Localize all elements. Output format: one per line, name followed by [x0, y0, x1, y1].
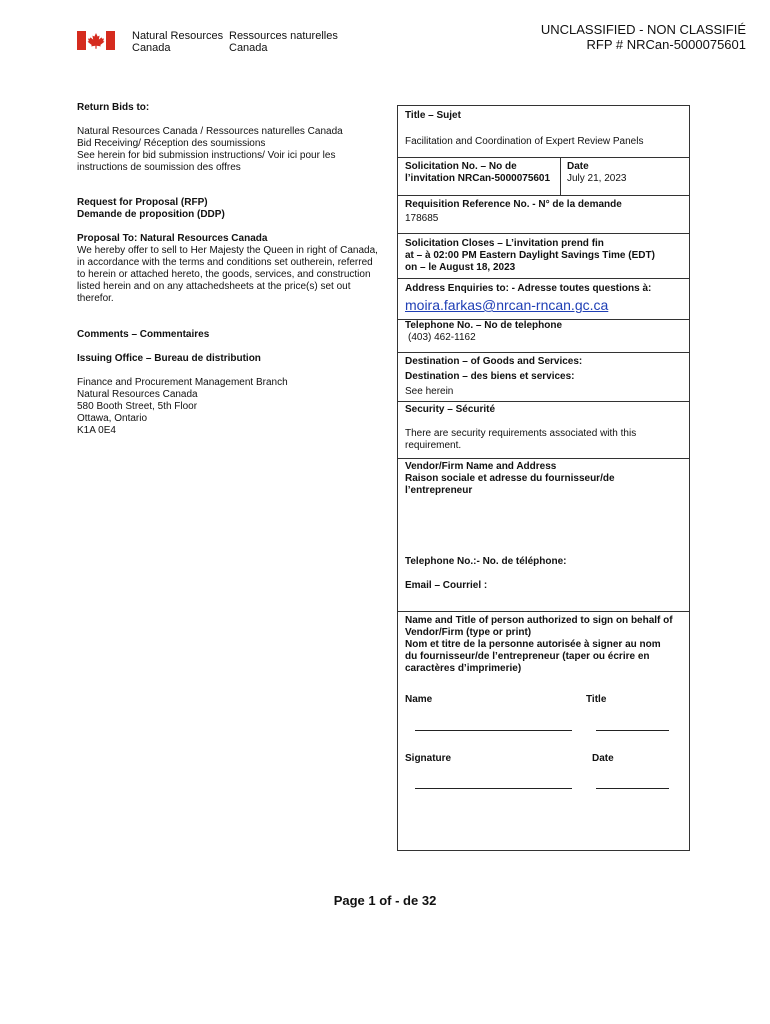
divider: [398, 401, 689, 402]
solicitation-label-1: Solicitation No. – No de: [405, 161, 517, 172]
name-label: Name: [405, 694, 433, 705]
signature-label: Signature: [405, 753, 452, 764]
closes-line-2: at – à 02:00 PM Eastern Daylight Savings Time (EDT): [405, 250, 655, 261]
return-address: [77, 126, 387, 174]
rfp-heading: [77, 197, 387, 221]
classification-block: [541, 22, 746, 52]
classification-label: UNCLASSIFIED - NON CLASSIFIÉ: [540, 22, 746, 37]
telephone-value: (403) 462-1162: [408, 332, 476, 343]
title-field-label: Title: [586, 694, 607, 705]
title-signature-line[interactable]: [596, 730, 669, 731]
security-label: Security – Sécurité: [405, 404, 496, 415]
telephone-block: [398, 320, 689, 344]
rfp-heading-en: Request for Proposal (RFP): [77, 197, 208, 208]
vendor-phone-label: Telephone No.:- No. de téléphone:: [405, 556, 567, 567]
solicitation-label-2: l’invitation NRCan-5000075601: [405, 173, 551, 184]
enquiries-block: [398, 283, 689, 314]
issuing-address-line: Ottawa, Ontario: [77, 413, 148, 424]
proposal-block: [77, 233, 387, 305]
solicitation-form-box: [397, 105, 690, 851]
requisition-block: [398, 199, 689, 225]
authorized-line-5: caractères d’imprimerie): [405, 663, 522, 674]
issuing-address-line: 580 Booth Street, 5th Floor: [77, 401, 198, 412]
return-address-line: See herein for bid submission instructions/ Voir ici pour les: [77, 150, 336, 161]
vendor-label-1: Vendor/Firm Name and Address: [405, 461, 557, 472]
signature-line[interactable]: [415, 788, 572, 789]
date-block: [560, 161, 690, 185]
issuing-address-line: Natural Resources Canada: [77, 389, 198, 400]
proposal-text-line: We hereby offer to sell to Her Majesty the Queen in right of Canada,: [77, 245, 378, 256]
proposal-to-heading: Proposal To: Natural Resources Canada: [77, 233, 268, 244]
return-address-line: Bid Receiving/ Réception des soumissions: [77, 138, 266, 149]
divider: [398, 611, 689, 612]
vendor-label-2: Raison sociale et adresse du fournisseur/de: [405, 473, 615, 484]
authorized-signatory-block: [398, 615, 689, 675]
date-value: July 21, 2023: [567, 173, 627, 184]
proposal-text-line: listed herein and on any attachedsheets at the price(s) set out: [77, 281, 351, 292]
title-label: Title – Sujet: [405, 110, 461, 121]
org-name-en-line2: Canada: [132, 42, 171, 54]
proposal-text-line: in accordance with the terms and conditions set outherein, referred: [77, 257, 373, 268]
divider: [398, 278, 689, 279]
page-number: Page 1 of - de 32: [333, 893, 437, 908]
security-value-1: There are security requirements associated with this: [405, 428, 637, 439]
security-value-2: requirement.: [405, 440, 462, 451]
org-name-en-line1: Natural Resources: [132, 30, 224, 42]
org-name-fr-line2: Canada: [229, 42, 268, 54]
requisition-label: Requisition Reference No. - N° de la demande: [405, 199, 622, 210]
vendor-label-3: l’entrepreneur: [405, 485, 473, 496]
destination-label-en: Destination – of Goods and Services:: [405, 356, 583, 367]
authorized-line-1: Name and Title of person authorized to sign on behalf of: [405, 615, 673, 626]
issuing-address-line: K1A 0E4: [77, 425, 116, 436]
destination-block: [398, 356, 689, 398]
enquiries-email-link[interactable]: moira.farkas@nrcan-rncan.gc.ca: [405, 297, 609, 313]
closes-line-3: on – le August 18, 2023: [405, 262, 516, 273]
proposal-text-line: to herein or attached hereto, the goods, services, and construction: [77, 269, 371, 280]
solicitation-number: [398, 161, 558, 185]
destination-value: See herein: [405, 386, 454, 397]
divider: [398, 195, 689, 196]
divider: [398, 157, 689, 158]
org-name-en: [132, 30, 223, 54]
issuing-office-heading: Issuing Office – Bureau de distribution: [77, 353, 261, 364]
org-name-fr-line1: Ressources naturelles: [229, 30, 338, 42]
divider: [398, 233, 689, 234]
authorized-line-4: du fournisseur/de l’entrepreneur (taper ou écrire en: [405, 651, 650, 662]
date-signature-line[interactable]: [596, 788, 669, 789]
org-name-fr: [229, 30, 338, 54]
rfp-number: RFP # NRCan-5000075601: [586, 37, 746, 52]
telephone-label: Telephone No. – No de telephone: [405, 320, 563, 331]
return-bids-heading: Return Bids to:: [77, 102, 150, 113]
vendor-block: [398, 461, 689, 497]
enquiries-label: Address Enquiries to: - Adresse toutes questions à:: [405, 283, 652, 294]
vendor-email-label: Email – Courriel :: [405, 580, 488, 591]
proposal-text-line: therefor.: [77, 293, 114, 304]
issuing-address: [77, 377, 387, 437]
date-field-label: Date: [592, 753, 614, 764]
rfp-heading-fr: Demande de proposition (DDP): [77, 209, 225, 220]
issuing-address-line: Finance and Procurement Management Branch: [77, 377, 288, 388]
security-block: [398, 404, 689, 452]
date-label: Date: [567, 161, 589, 172]
canada-flag-icon: [77, 31, 115, 50]
solicitation-closes: [398, 238, 689, 274]
return-address-line: Natural Resources Canada / Ressources naturelles Canada: [77, 126, 343, 137]
destination-label-fr: Destination – des biens et services:: [405, 371, 575, 382]
divider: [398, 352, 689, 353]
divider: [398, 458, 689, 459]
title-value: Facilitation and Coordination of Expert Review Panels: [405, 136, 644, 147]
name-signature-line[interactable]: [415, 730, 572, 731]
authorized-line-2: Vendor/Firm (type or print): [405, 627, 532, 638]
authorized-line-3: Nom et titre de la personne autorisée à signer au nom: [405, 639, 661, 650]
return-address-line: instructions de soumission des offres: [77, 162, 241, 173]
enquiries-email-row: [405, 297, 682, 314]
requisition-value: 178685: [405, 213, 439, 224]
comments-heading: Comments – Commentaires: [77, 329, 210, 340]
closes-line-1: Solicitation Closes – L’invitation prend fin: [405, 238, 604, 249]
